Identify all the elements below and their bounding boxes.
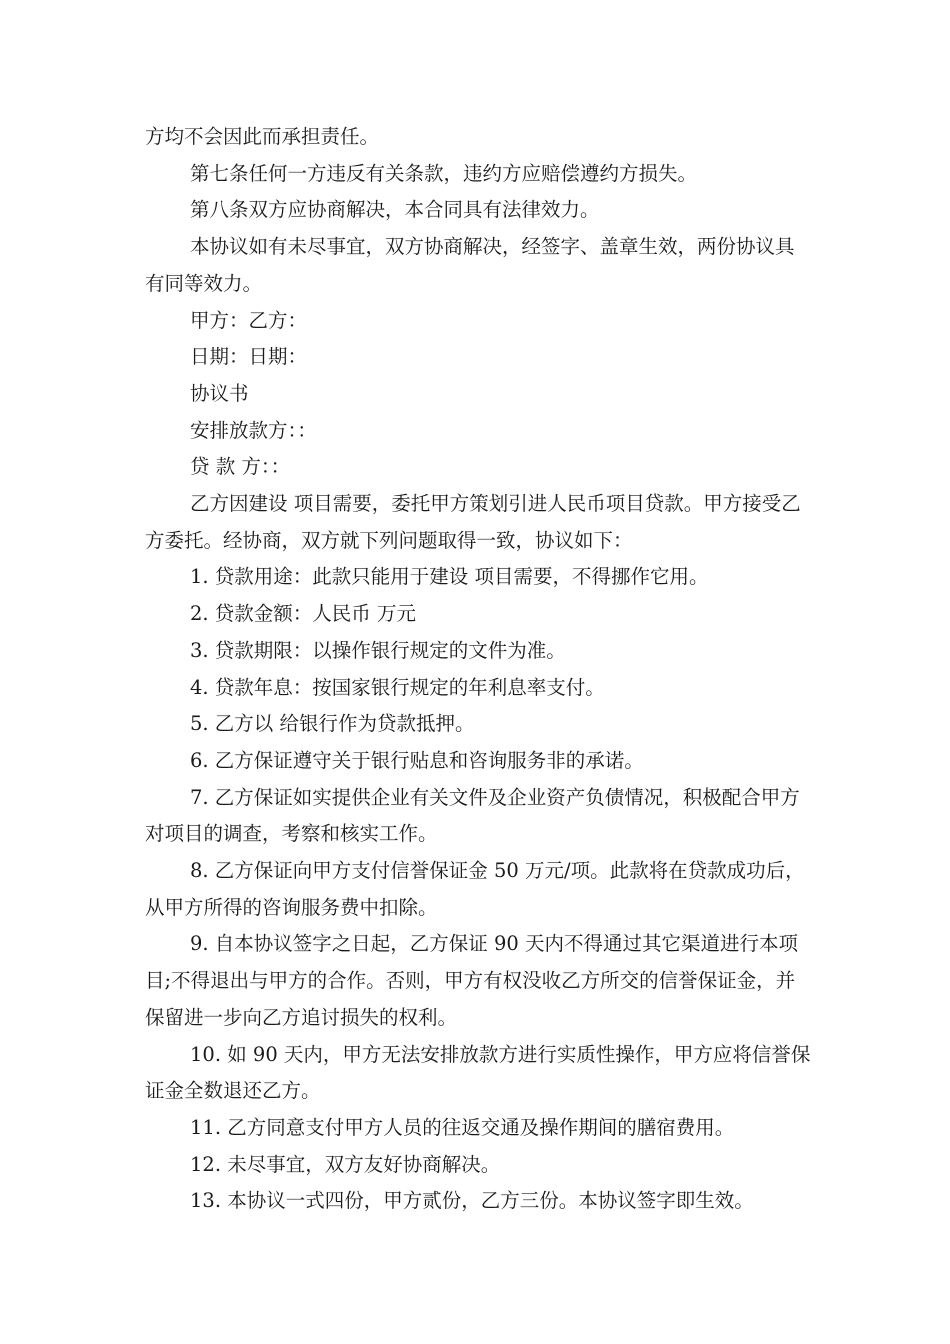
signature-date-line: 日期：日期：	[190, 345, 308, 369]
clause-3: 3. 贷款期限：以操作银行规定的文件为准。	[190, 638, 566, 662]
clause-2: 2. 贷款金额：人民币 万元	[190, 602, 417, 626]
paragraph-continuation: 方均不会因此而承担责任。	[145, 125, 380, 148]
section-title: 协议书	[190, 381, 249, 405]
clause-9: 9. 自本协议签字之日起，乙方保证 90 天内不得通过其它渠道进行本项目;不得退出与甲方的合作。否则，甲方有权没收乙方所交的信誉保证金，并保留进一步向乙方追讨损失的权利。	[145, 932, 799, 1029]
clause-7: 7. 乙方保证如实提供企业有关文件及企业资产负债情况，积极配合甲方对项目的调查，考察和核实工作。	[145, 785, 800, 846]
paragraph-article-8: 第八条双方应协商解决，本合同具有法律效力。	[190, 198, 600, 222]
clause-8: 8. 乙方保证向甲方支付信誉保证金 50 万元/项。此款将在贷款成功后，从甲方所得的咨询服务费中扣除。	[145, 859, 805, 919]
borrower-line: 贷 款 方：：	[190, 455, 291, 479]
lender-arranger-line: 安排放款方：：	[190, 418, 317, 442]
clause-1: 1. 贷款用途：此款只能用于建设 项目需要，不得挪作它用。	[190, 565, 709, 589]
clause-6: 6. 乙方保证遵守关于银行贴息和咨询服务非的承诺。	[190, 748, 644, 772]
clause-4: 4. 贷款年息：按国家银行规定的年利息率支付。	[190, 675, 605, 699]
paragraph-intro: 乙方因建设 项目需要，委托甲方策划引进人民币项目贷款。甲方接受乙方委托。经协商，双方就下列问题取得一致，协议如下：	[145, 492, 801, 552]
paragraph-closing-clause: 本协议如有未尽事宜，双方协商解决，经签字、盖章生效，两份协议具有同等效力。	[145, 235, 795, 295]
clause-5: 5. 乙方以 给银行作为贷款抵押。	[190, 712, 475, 736]
clause-13: 13. 本协议一式四份，甲方贰份，乙方三份。本协议签字即生效。	[190, 1189, 754, 1213]
document-body	[145, 119, 813, 1220]
signature-parties-line: 甲方：乙方：	[190, 308, 308, 332]
clause-10: 10. 如 90 天内，甲方无法安排放款方进行实质性操作，甲方应将信誉保证金全数退还乙方。	[145, 1042, 811, 1103]
clause-12: 12. 未尽事宜，双方友好协商解决。	[190, 1152, 501, 1176]
paragraph-article-7: 第七条任何一方违反有关条款，违约方应赔偿遵约方损失。	[190, 161, 698, 185]
clause-11: 11. 乙方同意支付甲方人员的往返交通及操作期间的膳宿费用。	[190, 1115, 735, 1139]
